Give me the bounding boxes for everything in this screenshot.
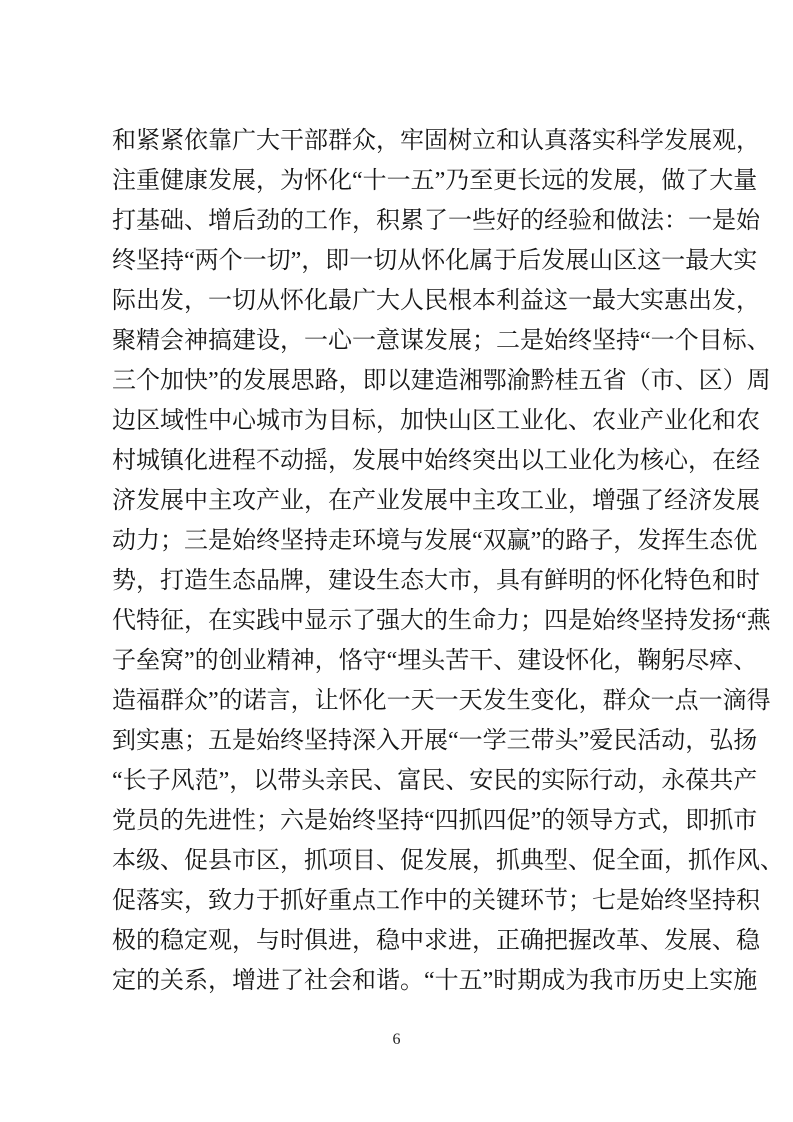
text-line: 造福群众”的诺言，让怀化一天一天发生变化，群众一点一滴得 xyxy=(112,688,771,714)
text-line: 注重健康发展，为怀化“十一五”乃至更长远的发展，做了大量 xyxy=(112,168,758,194)
text-line: 三个加快”的发展思路，即以建造湘鄂渝黔桂五省（市、区）周 xyxy=(112,368,771,394)
text-line: 边区域性中心城市为目标，加快山区工业化、农业产业化和农 xyxy=(112,408,760,434)
text-line: 子垒窝”的创业精神，恪守“埋头苦干、建设怀化，鞠躬尽瘁、 xyxy=(112,648,758,674)
text-line: 动力；三是始终坚持走环境与发展“双赢”的路子，发挥生态优 xyxy=(112,528,758,554)
text-line: 定的关系，增进了社会和谐。“十五”时期成为我市历史上实施 xyxy=(112,968,758,994)
text-line: 济发展中主攻产业，在产业发展中主攻工业，增强了经济发展 xyxy=(112,488,760,514)
text-line: 本级、促县市区，抓项目、促发展，抓典型、促全面，抓作风、 xyxy=(112,848,784,874)
text-line: 代特征，在实践中显示了强大的生命力；四是始终坚持发扬“燕 xyxy=(112,608,771,634)
text-line: 和紧紧依靠广大干部群众，牢固树立和认真落实科学发展观， xyxy=(112,128,760,154)
page-number: 6 xyxy=(392,1031,401,1048)
text-line: 终坚持“两个一切”，即一切从怀化属于后发展山区这一最大实 xyxy=(112,248,758,274)
text-line: 村城镇化进程不动摇，发展中始终突出以工业化为核心，在经 xyxy=(112,448,760,474)
text-line: 极的稳定观，与时俱进，稳中求进，正确把握改革、发展、稳 xyxy=(112,928,760,954)
text-line: 到实惠；五是始终坚持深入开展“一学三带头”爱民活动，弘扬 xyxy=(112,728,758,754)
text-line: “长子风范”，以带头亲民、富民、安民的实际行动，永葆共产 xyxy=(112,768,758,794)
text-line: 聚精会神搞建设，一心一意谋发展；二是始终坚持“一个目标、 xyxy=(112,328,771,354)
text-line: 促落实，致力于抓好重点工作中的关键环节；七是始终坚持积 xyxy=(112,888,760,914)
text-line: 打基础、增后劲的工作，积累了一些好的经验和做法：一是始 xyxy=(112,208,760,234)
text-line: 际出发，一切从怀化最广大人民根本利益这一最大实惠出发， xyxy=(112,288,760,314)
text-line: 势，打造生态品牌，建设生态大市，具有鲜明的怀化特色和时 xyxy=(112,568,760,594)
document-text xyxy=(112,121,784,1001)
text-line: 党员的先进性；六是始终坚持“四抓四促”的领导方式，即抓市 xyxy=(112,808,758,834)
